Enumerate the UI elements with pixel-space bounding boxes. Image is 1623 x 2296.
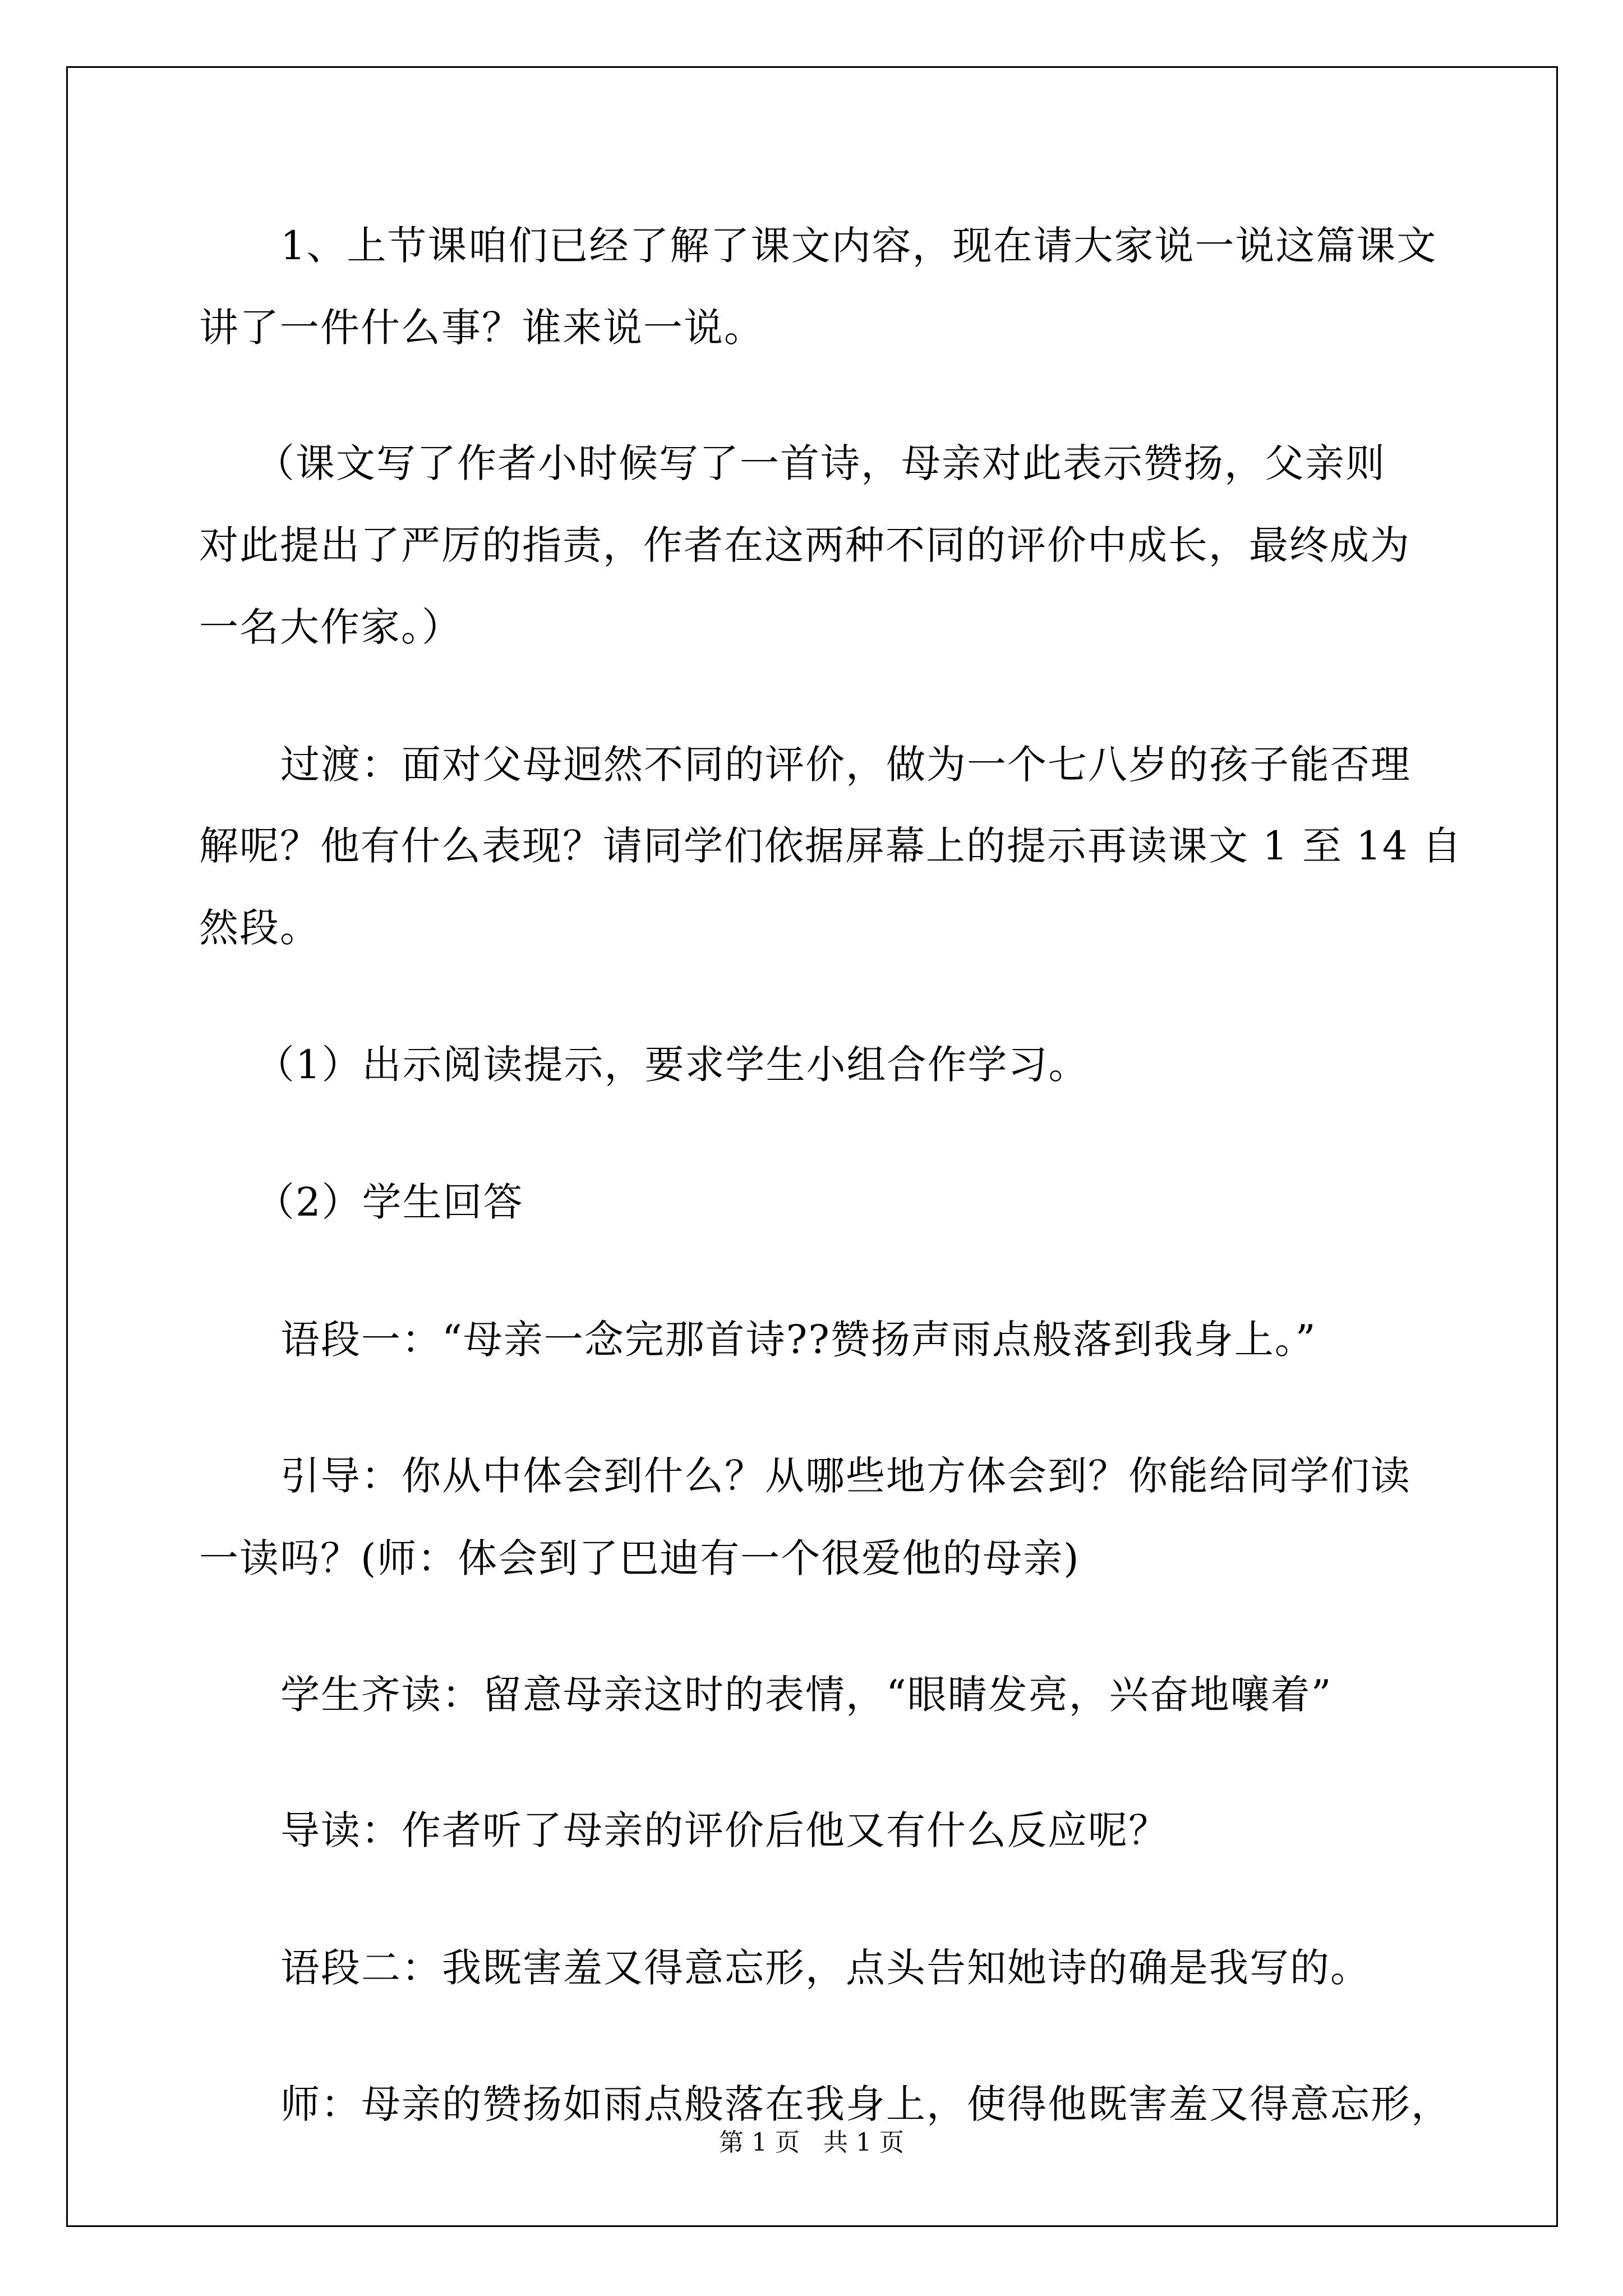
paragraph-7-line-1: 引导：你从中体会到什么？从哪些地方体会到？你能给同学们读 (280, 1453, 1411, 1499)
paragraph-2-line-2: 对此提出了严厉的指责，作者在这两种不同的评价中成长，最终成为 (199, 522, 1410, 568)
paragraph-8: 学生齐读：留意母亲这时的表情，“眼睛发亮，兴奋地嚷着” (280, 1672, 1332, 1718)
paragraph-9: 导读：作者听了母亲的评价后他又有什么反应呢？ (280, 1807, 1169, 1853)
paragraph-3-line-2: 解呢？他有什么表现？请同学们依据屏幕上的提示再读课文 1 至 14 自 (199, 823, 1463, 869)
paragraph-3-line-3: 然段。 (199, 905, 320, 951)
paragraph-7-line-2: 一读吗？(师：体会到了巴迪有一个很爱他的母亲) (199, 1535, 1080, 1581)
paragraph-11: 师：母亲的赞扬如雨点般落在我身上，使得他既害羞又得意忘形， (280, 2081, 1451, 2127)
paragraph-10: 语段二：我既害羞又得意忘形，点头告知她诗的确是我写的。 (280, 1945, 1371, 1991)
paragraph-3-line-1: 过渡：面对父母迥然不同的评价，做为一个七八岁的孩子能否理 (280, 742, 1411, 788)
paragraph-2-line-1: （课文写了作者小时候写了一首诗，母亲对此表示赞扬，父亲则 (255, 440, 1386, 486)
paragraph-2-line-3: 一名大作家。） (199, 604, 462, 650)
paragraph-6: 语段一：“母亲一念完那首诗??赞扬声雨点般落到我身上。” (280, 1317, 1317, 1363)
page-border (66, 66, 1558, 2227)
paragraph-1-line-2: 讲了一件什么事？谁来说一说。 (199, 305, 764, 351)
page-footer: 第 1 页 共 1 页 (719, 2128, 904, 2157)
paragraph-5: （2）学生回答 (255, 1179, 524, 1225)
paragraph-4: （1）出示阅读提示，要求学生小组合作学习。 (255, 1042, 1089, 1088)
paragraph-1-line-1: 1、上节课咱们已经了解了课文内容，现在请大家说一说这篇课文 (280, 223, 1437, 269)
